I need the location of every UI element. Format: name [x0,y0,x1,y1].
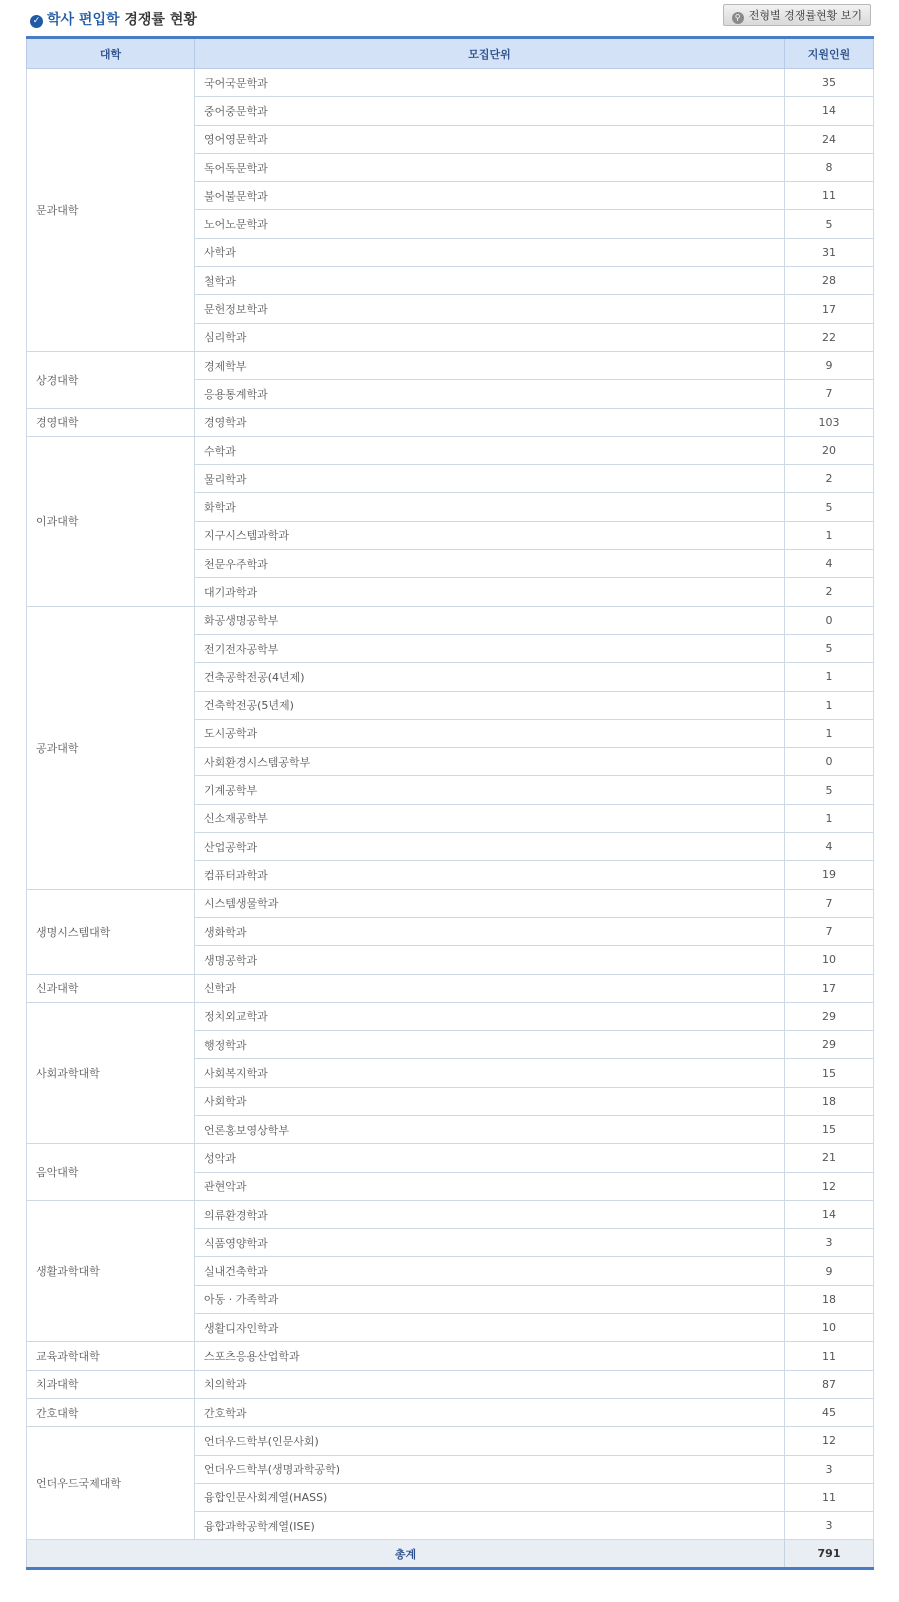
applicants-cell: 8 [785,153,874,181]
applicants-cell: 10 [785,946,874,974]
unit-cell: 노어노문학과 [195,210,785,238]
unit-cell: 언론홍보영상학부 [195,1115,785,1143]
unit-cell: 건축학전공(5년제) [195,691,785,719]
applicants-cell: 1 [785,719,874,747]
applicants-cell: 15 [785,1059,874,1087]
applicants-cell: 7 [785,380,874,408]
table-row [27,408,874,436]
unit-cell: 화공생명공학부 [195,606,785,634]
applicants-cell: 5 [785,210,874,238]
applicants-cell: 7 [785,889,874,917]
table-row [27,1144,874,1172]
unit-cell: 산업공학과 [195,833,785,861]
table-row [27,1200,874,1228]
unit-cell: 융합인문사회계열(HASS) [195,1483,785,1511]
applicants-cell: 5 [785,493,874,521]
unit-cell: 사회환경시스템공학부 [195,748,785,776]
college-cell: 생명시스템대학 [27,889,195,974]
applicants-cell: 1 [785,691,874,719]
college-cell: 치과대학 [27,1370,195,1398]
column-header-applicants: 지원인원 [785,38,874,69]
applicants-cell: 7 [785,917,874,945]
applicants-cell: 22 [785,323,874,351]
total-row [27,1540,874,1569]
table-body [27,69,874,1540]
unit-cell: 불어불문학과 [195,182,785,210]
college-cell: 생활과학대학 [27,1200,195,1341]
applicants-cell: 2 [785,465,874,493]
applicants-cell: 12 [785,1172,874,1200]
applicants-cell: 1 [785,521,874,549]
applicants-cell: 4 [785,550,874,578]
applicants-cell: 19 [785,861,874,889]
unit-cell: 정치외교학과 [195,1002,785,1030]
applicants-cell: 20 [785,436,874,464]
unit-cell: 중어중문학과 [195,97,785,125]
unit-cell: 생명공학과 [195,946,785,974]
total-value: 791 [785,1540,874,1569]
unit-cell: 건축공학전공(4년제) [195,663,785,691]
applicants-cell: 1 [785,804,874,832]
applicants-cell: 45 [785,1398,874,1426]
unit-cell: 사학과 [195,238,785,266]
applicants-cell: 87 [785,1370,874,1398]
unit-cell: 스포츠응용산업학과 [195,1342,785,1370]
applicants-cell: 31 [785,238,874,266]
unit-cell: 경제학부 [195,351,785,379]
table-row [27,1370,874,1398]
applicants-cell: 0 [785,748,874,776]
table-row [27,1427,874,1455]
unit-cell: 전기전자공학부 [195,634,785,662]
table-row [27,1342,874,1370]
table-row [27,436,874,464]
college-cell: 경영대학 [27,408,195,436]
table-row [27,1002,874,1030]
applicants-cell: 11 [785,182,874,210]
applicants-cell: 3 [785,1455,874,1483]
applicants-cell: 11 [785,1483,874,1511]
applicants-cell: 10 [785,1314,874,1342]
applicants-cell: 14 [785,97,874,125]
college-cell: 이과대학 [27,436,195,606]
unit-cell: 대기과학과 [195,578,785,606]
college-cell: 언더우드국제대학 [27,1427,195,1540]
competition-table [26,36,874,1570]
unit-cell: 아동 · 가족학과 [195,1285,785,1313]
applicants-cell: 0 [785,606,874,634]
page-title [30,9,197,29]
unit-cell: 신소재공학부 [195,804,785,832]
college-cell: 음악대학 [27,1144,195,1201]
unit-cell: 생활디자인학과 [195,1314,785,1342]
applicants-cell: 1 [785,663,874,691]
applicants-cell: 12 [785,1427,874,1455]
applicants-cell: 4 [785,833,874,861]
applicants-cell: 9 [785,1257,874,1285]
table-row [27,1398,874,1426]
unit-cell: 화학과 [195,493,785,521]
unit-cell: 생화학과 [195,917,785,945]
unit-cell: 심리학과 [195,323,785,351]
unit-cell: 시스템생물학과 [195,889,785,917]
college-cell: 문과대학 [27,69,195,352]
applicants-cell: 18 [785,1285,874,1313]
unit-cell: 국어국문학과 [195,69,785,97]
unit-cell: 지구시스템과학과 [195,521,785,549]
college-cell: 상경대학 [27,351,195,408]
unit-cell: 치의학과 [195,1370,785,1398]
unit-cell: 응용통계학과 [195,380,785,408]
title-highlight: 학사 편입학 [47,12,120,28]
applicants-cell: 9 [785,351,874,379]
applicants-cell: 29 [785,1031,874,1059]
applicants-cell: 11 [785,1342,874,1370]
college-cell: 사회과학대학 [27,1002,195,1143]
unit-cell: 언더우드학부(인문사회) [195,1427,785,1455]
college-cell: 신과대학 [27,974,195,1002]
applicants-cell: 3 [785,1512,874,1540]
table-row [27,889,874,917]
view-by-type-button[interactable] [723,4,871,26]
unit-cell: 언더우드학부(생명과학공학) [195,1455,785,1483]
applicants-cell: 35 [785,69,874,97]
applicants-cell: 17 [785,295,874,323]
unit-cell: 성악과 [195,1144,785,1172]
check-circle-icon: ✓ [30,15,43,28]
table-row [27,974,874,1002]
applicants-cell: 21 [785,1144,874,1172]
unit-cell: 컴퓨터과학과 [195,861,785,889]
total-label: 총계 [27,1540,785,1569]
search-icon: ⚲ [732,12,744,24]
college-cell: 공과대학 [27,606,195,889]
applicants-cell: 5 [785,634,874,662]
title-rest: 경쟁률 현황 [124,12,197,28]
applicants-cell: 3 [785,1229,874,1257]
unit-cell: 물리학과 [195,465,785,493]
unit-cell: 사회학과 [195,1087,785,1115]
unit-cell: 식품영양학과 [195,1229,785,1257]
section-header [26,4,873,32]
unit-cell: 관현악과 [195,1172,785,1200]
applicants-cell: 18 [785,1087,874,1115]
unit-cell: 수학과 [195,436,785,464]
unit-cell: 융합과학공학계열(ISE) [195,1512,785,1540]
column-header-unit: 모집단위 [195,38,785,69]
applicants-cell: 103 [785,408,874,436]
column-header-college: 대학 [27,38,195,69]
college-cell: 교육과학대학 [27,1342,195,1370]
applicants-cell: 29 [785,1002,874,1030]
unit-cell: 의류환경학과 [195,1200,785,1228]
unit-cell: 행정학과 [195,1031,785,1059]
unit-cell: 문헌정보학과 [195,295,785,323]
applicants-cell: 24 [785,125,874,153]
unit-cell: 천문우주학과 [195,550,785,578]
unit-cell: 철학과 [195,267,785,295]
applicants-cell: 17 [785,974,874,1002]
unit-cell: 기계공학부 [195,776,785,804]
unit-cell: 독어독문학과 [195,153,785,181]
unit-cell: 도시공학과 [195,719,785,747]
unit-cell: 신학과 [195,974,785,1002]
unit-cell: 사회복지학과 [195,1059,785,1087]
applicants-cell: 28 [785,267,874,295]
unit-cell: 간호학과 [195,1398,785,1426]
table-header-row [27,38,874,69]
applicants-cell: 14 [785,1200,874,1228]
table-row [27,606,874,634]
table-row [27,351,874,379]
college-cell: 간호대학 [27,1398,195,1426]
applicants-cell: 5 [785,776,874,804]
unit-cell: 영어영문학과 [195,125,785,153]
applicants-cell: 2 [785,578,874,606]
view-by-type-button-label: 전형별 경쟁률현황 보기 [748,9,862,22]
table-row [27,69,874,97]
applicants-cell: 15 [785,1115,874,1143]
unit-cell: 경영학과 [195,408,785,436]
unit-cell: 실내건축학과 [195,1257,785,1285]
